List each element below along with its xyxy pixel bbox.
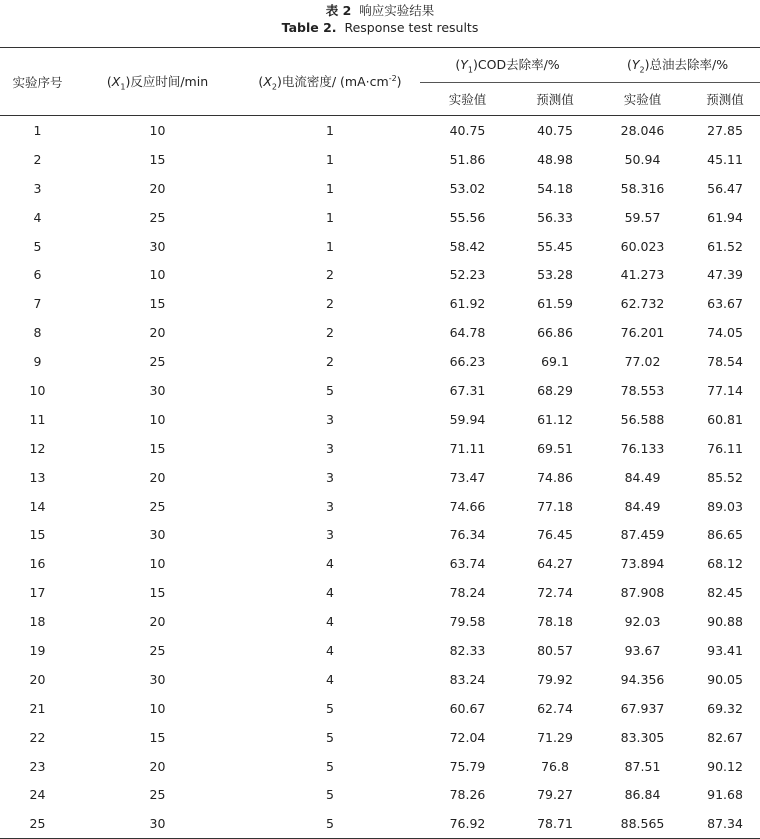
cell-cod-exp: 82.33 (449, 642, 486, 658)
cell-cod-pred: 53.28 (537, 267, 573, 283)
header-cod-removal: $(Y_1)COD$去除率/% (420, 48, 595, 83)
cell-time: 25 (149, 498, 166, 514)
cell-run: 18 (29, 614, 46, 630)
cell-time: 15 (149, 440, 166, 456)
cell-cod-exp: 72.04 (449, 729, 486, 745)
cell-oil-exp: 62.732 (620, 296, 665, 312)
table-row (0, 694, 760, 723)
table-row (0, 578, 760, 607)
table-row (0, 289, 760, 318)
cell-oil-pred: 27.85 (707, 122, 743, 138)
cell-cod-pred: 76.45 (537, 527, 573, 543)
cell-cod-pred: 69.1 (541, 354, 569, 370)
cell-cod-pred: 64.27 (537, 556, 573, 572)
header-run-number: 实验序号 (0, 48, 75, 116)
cell-cod-exp: 51.86 (449, 151, 486, 167)
cell-run: 5 (33, 238, 42, 254)
cell-time: 15 (149, 151, 166, 167)
cell-density: 4 (326, 614, 334, 630)
cell-density: 1 (326, 151, 334, 167)
table-body (0, 116, 760, 839)
table-row (0, 318, 760, 347)
cell-cod-pred: 69.51 (537, 440, 573, 456)
cell-run: 9 (33, 354, 42, 370)
table-row (0, 780, 760, 809)
cell-oil-pred: 61.94 (707, 209, 743, 225)
table-row (0, 145, 760, 174)
cell-density: 3 (326, 469, 334, 485)
cell-run: 3 (33, 180, 42, 196)
cell-cod-pred: 80.57 (537, 642, 573, 658)
table-row (0, 549, 760, 578)
table-row (0, 665, 760, 694)
cell-cod-pred: 40.75 (537, 122, 573, 138)
cell-oil-exp: 86.84 (624, 787, 661, 803)
cell-oil-pred: 82.45 (707, 585, 743, 601)
cell-cod-pred: 74.86 (537, 469, 573, 485)
table-row (0, 405, 760, 434)
cell-cod-exp: 58.42 (449, 238, 486, 254)
table-row (0, 232, 760, 261)
cell-cod-pred: 55.45 (537, 238, 573, 254)
cell-density: 2 (326, 354, 334, 370)
cell-time: 25 (149, 209, 166, 225)
cell-oil-exp: 93.67 (624, 642, 661, 658)
cell-density: 5 (326, 787, 334, 803)
cell-run: 13 (29, 469, 46, 485)
cell-oil-exp: 58.316 (620, 180, 665, 196)
cell-oil-exp: 73.894 (620, 556, 665, 572)
cell-oil-exp: 28.046 (620, 122, 665, 138)
cell-cod-exp: 66.23 (449, 354, 486, 370)
cell-cod-pred: 76.8 (541, 758, 569, 774)
cell-cod-pred: 61.59 (537, 296, 573, 312)
cell-time: 30 (149, 527, 166, 543)
table-row (0, 752, 760, 781)
cell-oil-pred: 47.39 (707, 267, 743, 283)
cell-cod-pred: 79.92 (537, 671, 573, 687)
cell-time: 10 (149, 556, 166, 572)
cell-density: 3 (326, 498, 334, 514)
cell-cod-exp: 78.26 (449, 787, 486, 803)
cell-oil-pred: 93.41 (707, 642, 743, 658)
table-row (0, 260, 760, 289)
cell-cod-pred: 79.27 (537, 787, 573, 803)
subheader-cod-predicted: 预测值 (536, 92, 574, 107)
cell-oil-exp: 87.908 (620, 585, 665, 601)
cell-cod-exp: 63.74 (449, 556, 486, 572)
cell-oil-exp: 84.49 (624, 498, 661, 514)
cell-oil-exp: 76.133 (620, 440, 665, 456)
cell-run: 24 (29, 787, 46, 803)
cell-cod-exp: 61.92 (449, 296, 486, 312)
cell-oil-exp: 94.356 (620, 671, 665, 687)
header-oil-removal: $(Y_2)$总油去除率/% (595, 48, 760, 83)
table-row (0, 203, 760, 232)
cell-cod-exp: 79.58 (449, 614, 486, 630)
header-current-density: $(X_2)$电流密度/ $(mA\cdot cm^{-2})$ (240, 48, 420, 116)
cell-run: 1 (33, 122, 42, 138)
cell-cod-pred: 68.29 (537, 382, 573, 398)
cell-cod-pred: 71.29 (537, 729, 573, 745)
cell-oil-pred: 63.67 (707, 296, 743, 312)
cell-run: 4 (33, 209, 42, 225)
cell-oil-exp: 87.51 (624, 758, 661, 774)
cell-oil-pred: 86.65 (707, 527, 743, 543)
cell-cod-exp: 67.31 (449, 382, 486, 398)
cell-run: 16 (29, 556, 46, 572)
caption-en-title: Response test results (344, 20, 479, 35)
cell-time: 30 (149, 238, 166, 254)
caption-en (0, 19, 760, 36)
table-header (0, 48, 760, 116)
cell-density: 3 (326, 440, 334, 456)
table-row (0, 723, 760, 752)
cell-oil-exp: 78.553 (620, 382, 665, 398)
cell-density: 4 (326, 671, 334, 687)
cell-time: 20 (149, 758, 166, 774)
cell-cod-exp: 76.92 (449, 816, 486, 832)
cell-run: 2 (33, 151, 42, 167)
cell-time: 10 (149, 700, 166, 716)
cell-oil-pred: 74.05 (707, 325, 743, 341)
cell-cod-exp: 74.66 (449, 498, 486, 514)
cell-run: 23 (29, 758, 46, 774)
cell-cod-pred: 78.18 (537, 614, 573, 630)
cell-cod-exp: 83.24 (449, 671, 486, 687)
cell-oil-exp: 83.305 (620, 729, 665, 745)
cell-cod-pred: 61.12 (537, 411, 573, 427)
cell-cod-exp: 71.11 (449, 440, 486, 456)
cell-time: 30 (149, 816, 166, 832)
cell-cod-pred: 62.74 (537, 700, 573, 716)
cell-oil-pred: 45.11 (707, 151, 743, 167)
cell-density: 3 (326, 527, 334, 543)
cell-cod-exp: 40.75 (449, 122, 486, 138)
table-row (0, 347, 760, 376)
cell-density: 5 (326, 729, 334, 745)
cell-cod-exp: 78.24 (449, 585, 486, 601)
cell-time: 15 (149, 729, 166, 745)
cell-time: 20 (149, 180, 166, 196)
cell-run: 6 (33, 267, 42, 283)
cell-oil-pred: 56.47 (707, 180, 743, 196)
cell-oil-pred: 90.88 (707, 614, 743, 630)
cell-density: 4 (326, 642, 334, 658)
cell-oil-exp: 92.03 (624, 614, 661, 630)
cell-cod-pred: 77.18 (537, 498, 573, 514)
cell-oil-pred: 60.81 (707, 411, 743, 427)
table-row (0, 376, 760, 405)
cell-oil-exp: 59.57 (624, 209, 661, 225)
cell-oil-pred: 85.52 (707, 469, 743, 485)
table-row (0, 116, 760, 145)
cell-density: 5 (326, 816, 334, 832)
table-caption (0, 3, 760, 36)
cell-cod-exp: 76.34 (449, 527, 486, 543)
cell-time: 15 (149, 296, 166, 312)
cell-density: 5 (326, 700, 334, 716)
caption-en-label: Table 2. (281, 20, 337, 35)
cell-time: 25 (149, 354, 166, 370)
cell-time: 25 (149, 642, 166, 658)
cell-cod-pred: 78.71 (537, 816, 573, 832)
cell-oil-exp: 88.565 (620, 816, 665, 832)
table-row (0, 492, 760, 521)
cell-cod-exp: 55.56 (449, 209, 486, 225)
cell-run: 20 (29, 671, 46, 687)
cell-cod-exp: 73.47 (449, 469, 486, 485)
cell-density: 1 (326, 238, 334, 254)
table-row (0, 463, 760, 492)
cell-run: 14 (29, 498, 46, 514)
cell-oil-pred: 78.54 (707, 354, 743, 370)
cell-oil-pred: 89.03 (707, 498, 743, 514)
cell-density: 5 (326, 758, 334, 774)
cell-oil-pred: 61.52 (707, 238, 743, 254)
cell-cod-exp: 52.23 (449, 267, 486, 283)
table-row (0, 809, 760, 838)
cell-run: 11 (29, 411, 46, 427)
cell-oil-pred: 76.11 (707, 440, 743, 456)
table-row (0, 607, 760, 636)
cell-oil-exp: 56.588 (620, 411, 665, 427)
cell-oil-pred: 69.32 (707, 700, 743, 716)
cell-time: 30 (149, 382, 166, 398)
cell-time: 20 (149, 469, 166, 485)
caption-zh (0, 3, 760, 19)
cell-oil-exp: 67.937 (620, 700, 665, 716)
cell-time: 10 (149, 411, 166, 427)
cell-oil-exp: 84.49 (624, 469, 661, 485)
cell-run: 7 (33, 296, 42, 312)
cell-cod-pred: 48.98 (537, 151, 573, 167)
cell-oil-exp: 50.94 (624, 151, 661, 167)
cell-cod-exp: 53.02 (449, 180, 486, 196)
cell-density: 1 (326, 122, 334, 138)
cell-oil-exp: 77.02 (624, 354, 661, 370)
cell-density: 4 (326, 556, 334, 572)
cell-density: 2 (326, 296, 334, 312)
cell-cod-pred: 56.33 (537, 209, 573, 225)
cell-run: 21 (29, 700, 46, 716)
cell-cod-pred: 72.74 (537, 585, 573, 601)
cell-time: 20 (149, 614, 166, 630)
results-table (0, 47, 760, 839)
table-row (0, 636, 760, 665)
cell-oil-pred: 68.12 (707, 556, 743, 572)
cell-oil-exp: 41.273 (620, 267, 665, 283)
table-row (0, 434, 760, 463)
cell-oil-pred: 87.34 (707, 816, 743, 832)
cell-cod-exp: 59.94 (449, 411, 486, 427)
cell-density: 2 (326, 267, 334, 283)
caption-zh-label: 表 2 (325, 3, 352, 18)
subheader-cod-experimental: 实验值 (448, 92, 487, 107)
cell-run: 17 (29, 585, 46, 601)
cell-time: 15 (149, 585, 166, 601)
cell-cod-exp: 75.79 (449, 758, 486, 774)
subheader-oil-experimental: 实验值 (623, 92, 662, 107)
header-reaction-time: $(X_1)$反应时间/min (75, 48, 240, 116)
cell-density: 5 (326, 382, 334, 398)
cell-density: 2 (326, 325, 334, 341)
cell-oil-pred: 77.14 (707, 382, 743, 398)
cell-density: 4 (326, 585, 334, 601)
cell-oil-pred: 90.05 (707, 671, 743, 687)
cell-run: 15 (29, 527, 46, 543)
cell-oil-exp: 60.023 (620, 238, 665, 254)
cell-cod-pred: 66.86 (537, 325, 573, 341)
cell-run: 12 (29, 440, 46, 456)
cell-density: 3 (326, 411, 334, 427)
cell-density: 1 (326, 180, 334, 196)
cell-oil-pred: 90.12 (707, 758, 743, 774)
cell-oil-pred: 82.67 (707, 729, 743, 745)
cell-run: 10 (29, 382, 46, 398)
subheader-oil-predicted: 预测值 (706, 92, 744, 107)
cell-run: 22 (29, 729, 46, 745)
table-row (0, 174, 760, 203)
cell-run: 19 (29, 642, 46, 658)
cell-time: 10 (149, 267, 166, 283)
cell-run: 25 (29, 816, 46, 832)
cell-cod-pred: 54.18 (537, 180, 573, 196)
cell-cod-exp: 60.67 (449, 700, 486, 716)
cell-run: 8 (33, 325, 42, 341)
table-row (0, 520, 760, 549)
cell-density: 1 (326, 209, 334, 225)
cell-oil-pred: 91.68 (707, 787, 743, 803)
cell-time: 20 (149, 325, 166, 341)
cell-cod-exp: 64.78 (449, 325, 486, 341)
cell-time: 25 (149, 787, 166, 803)
cell-oil-exp: 76.201 (620, 325, 665, 341)
caption-zh-title: 响应实验结果 (359, 3, 435, 18)
cell-time: 30 (149, 671, 166, 687)
cell-time: 10 (149, 122, 166, 138)
cell-oil-exp: 87.459 (620, 527, 665, 543)
